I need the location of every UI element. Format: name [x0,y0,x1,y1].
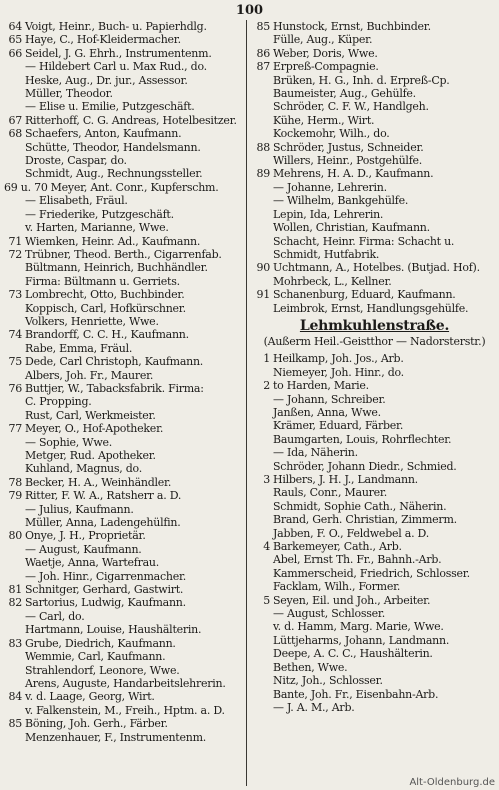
entry-text: to Harden, Marie. [273,379,369,393]
directory-entry [252,513,497,526]
directory-entry [252,114,497,127]
entry-text: Rabe, Emma, Fräul. [25,341,133,355]
house-number: 86 [256,46,270,60]
entry-text: Deepe, A. C. C., Haushälterin. [273,647,433,661]
entry-text: Kammerscheid, Friedrich, Schlosser. [273,566,470,580]
entry-text: Ritterhoff, C. G. Andreas, Hotelbesitzer. [25,113,237,127]
directory-entry [4,409,242,422]
house-number: 5 [263,593,270,607]
directory-entry [4,181,242,194]
entry-text: — Wilhelm, Bankgehülfe. [273,194,409,208]
entry-text: Metger, Rud. Apotheker. [25,449,156,462]
house-number: 68 [8,127,22,141]
entry-text: v. d. Hamm, Marg. Marie, Wwe. [273,620,444,634]
directory-entry [252,661,497,674]
entry-text: Böning, Joh. Gerh., Färber. [25,717,168,731]
entry-text: v. d. Laage, Georg, Wirt. [25,690,155,704]
house-number: 1 [263,352,270,366]
entry-text: Seidel, J. G. Ehrh., Instrumentenm. [25,46,212,60]
entry-text: Janßen, Anna, Wwe. [273,405,381,419]
entry-text: — Johann, Schreiber. [273,392,386,406]
directory-entry [4,503,242,516]
directory-entry [252,634,497,647]
directory-entry [4,355,242,368]
directory-entry [4,302,242,315]
house-number: 83 [8,636,22,650]
house-number: 65 [8,33,22,47]
entry-text: Rust, Carl, Werkmeister. [25,408,156,422]
entry-text: Sartorius, Ludwig, Kaufmann. [25,596,186,610]
entry-text: Seyen, Eil. und Joh., Arbeiter. [273,593,431,607]
entry-text: Trübner, Theod. Berth., Cigarrenfab. [25,247,222,261]
entry-text: Waetje, Anna, Wartefrau. [25,556,159,570]
house-number: 79 [8,489,22,503]
directory-entry [252,647,497,660]
entry-text: — August, Kaufmann. [25,542,142,556]
entry-text: Schröder, Justus, Schneider. [273,140,424,154]
directory-entry [4,127,242,140]
entry-text: Onye, J. H., Proprietär. [25,529,146,543]
entry-text: Lombrecht, Otto, Buchbinder. [25,288,185,302]
directory-entry [252,688,497,701]
directory-entry [252,302,497,315]
directory-entry [252,127,497,140]
house-number: 81 [8,583,22,597]
entry-text: — Elisabeth, Fräul. [25,194,128,208]
entry-text: Ritter, F. W. A., Ratsherr a. D. [25,489,182,503]
house-number: 2 [263,379,270,393]
entry-text: Rauls, Conr., Maurer. [273,486,387,500]
entry-text: Müller, Theodor. [25,87,113,101]
directory-entry [4,221,242,234]
directory-entry [4,261,242,274]
directory-entry [252,235,497,248]
entry-text: Wollen, Christian, Kaufmann. [273,221,430,235]
directory-entry [4,248,242,261]
house-number: 89 [256,167,270,181]
entry-text: — August, Schlosser. [273,607,385,621]
house-number: 84 [8,690,22,704]
directory-entry [252,567,497,580]
house-number: 71 [8,234,22,248]
entry-text: Kühe, Herm., Wirt. [273,113,375,127]
house-number: 67 [8,113,22,127]
street-heading: Lehmkuhlenstraße. [299,317,450,334]
directory-entry [4,33,242,46]
directory-entry [252,154,497,167]
directory-entry [4,154,242,167]
entry-text: Lüttjeharms, Johann, Landmann. [273,633,450,647]
entry-text: Brand, Gerh. Christian, Zimmerm. [273,513,457,527]
directory-entry [252,141,497,154]
entry-text: Schacht, Heinr. Firma: Schacht u. [273,234,455,248]
entry-text: Jabben, F. O., Feldwebel a. D. [273,526,429,540]
entry-text: Arens, Auguste, Handarbeitslehrerin. [25,676,226,690]
house-number: 88 [256,140,270,154]
directory-entry [4,315,242,328]
directory-entry [4,556,242,569]
directory-entry [252,393,497,406]
directory-entry [4,422,242,435]
directory-entry [252,167,497,180]
directory-entry [4,235,242,248]
directory-entry [4,731,242,744]
entry-text: Meyer, Ant. Conr., Kupferschm. [50,180,219,194]
entry-text: Heilkamp, Joh. Jos., Arb. [273,352,404,366]
directory-entry [4,275,242,288]
entry-text: Mohrbeck, L., Kellner. [273,274,392,288]
directory-entry [252,701,497,714]
directory-entry [252,553,497,566]
directory-entry [4,717,242,730]
entry-text: — Sophie, Wwe. [25,435,113,449]
directory-entry [4,637,242,650]
directory-entry [252,60,497,73]
right-column-entries [252,20,497,315]
directory-entry [252,527,497,540]
directory-entry [4,596,242,609]
directory-entry [4,288,242,301]
entry-text: — Julius, Kaufmann. [25,502,134,516]
entry-text: Bante, Joh. Fr., Eisenbahn-Arb. [273,687,439,701]
directory-entry [252,366,497,379]
entry-text: — Hildebert Carl u. Max Rud., do. [25,60,207,74]
directory-entry [4,382,242,395]
directory-entry [4,516,242,529]
entry-text: — J. A. M., Arb. [273,700,355,714]
directory-entry [252,674,497,687]
directory-entry [252,194,497,207]
directory-entry [252,221,497,234]
directory-entry [4,87,242,100]
directory-entry [252,580,497,593]
entry-text: Meyer, O., Hof-Apotheker. [25,422,164,436]
directory-entry [252,500,497,513]
house-number: 77 [8,422,22,436]
entry-text: — Johanne, Lehrerin. [273,180,387,194]
entry-text: — Elise u. Emilie, Putzgeschäft. [25,100,195,114]
entry-text: Strahlendorf, Leonore, Wwe. [25,663,180,677]
entry-text: Becker, H. A., Weinhändler. [25,475,172,489]
column-divider [246,20,247,786]
directory-entry [252,594,497,607]
entry-text: Uchtmann, A., Hotelbes. (Butjad. Hof). [273,261,480,275]
entry-text: Bethen, Wwe. [273,660,348,674]
house-number: 3 [263,473,270,486]
directory-entry [4,449,242,462]
house-number: 64 [8,20,22,33]
directory-entry [4,20,242,33]
house-number: 75 [8,355,22,369]
directory-entry [4,610,242,623]
directory-entry [4,583,242,596]
directory-entry [252,607,497,620]
entry-text: Baumgarten, Louis, Rohrflechter. [273,432,452,446]
directory-entry [4,395,242,408]
entry-text: — Carl, do. [25,609,85,623]
directory-entry [4,328,242,341]
directory-entry [4,100,242,113]
directory-entry [4,114,242,127]
entry-text: Brüken, H. G., Inh. d. Erpreß-Cp. [273,73,450,87]
directory-entry [4,60,242,73]
directory-entry [252,433,497,446]
entry-text: — Joh. Hinr., Cigarrenmacher. [25,569,187,583]
entry-text: Schanenburg, Eduard, Kaufmann. [273,288,456,302]
entry-text: Hunstock, Ernst, Buchbinder. [273,20,431,33]
entry-text: Schröder, Johann Diedr., Schmied. [273,459,457,473]
entry-text: Firma: Bültmann u. Gerriets. [25,274,180,288]
directory-entry [4,570,242,583]
directory-entry [4,476,242,489]
directory-entry [252,352,497,365]
entry-text: Schmidt, Sophie Cath., Näherin. [273,499,447,513]
street-subheading: (Außerm Heil.-Geistthor — Nadorsterstr.) [263,334,486,348]
entry-text: Brandorff, C. C. H., Kaufmann. [25,328,189,342]
entry-text: Schütte, Theodor, Handelsmann. [25,140,201,154]
directory-entry [252,33,497,46]
directory-entry [4,489,242,502]
page-number: 100 [235,3,264,18]
entry-text: Niemeyer, Joh. Hinr., do. [273,365,404,379]
entry-text: — Friederike, Putzgeschäft. [25,207,174,221]
directory-entry [252,261,497,274]
directory-entry [4,194,242,207]
entry-text: Mehrens, H. A. D., Kaufmann. [273,167,434,181]
directory-entry [252,208,497,221]
entry-text: Schnitger, Gerhard, Gastwirt. [25,583,184,597]
entry-text: Volkers, Henriette, Wwe. [25,314,159,328]
entry-text: v. Harten, Marianne, Wwe. [25,221,169,235]
entry-text: Hartmann, Louise, Haushälterin. [25,623,202,637]
entry-text: Kockemohr, Wilh., do. [273,127,390,141]
entry-text: Willers, Heinr., Postgehülfe. [273,154,423,168]
directory-entry [252,486,497,499]
house-number: 85 [256,20,270,33]
house-number: 73 [8,288,22,302]
street-entries [252,352,497,714]
directory-entry [252,379,497,392]
entry-text: Lepin, Ida, Lehrerin. [273,207,384,221]
directory-entry [252,20,497,33]
house-number: 76 [8,381,22,395]
directory-entry [4,369,242,382]
directory-entry [252,406,497,419]
directory-entry [252,181,497,194]
house-number: 72 [8,247,22,261]
directory-entry [252,100,497,113]
house-number: 82 [8,596,22,610]
directory-entry [252,275,497,288]
directory-entry [252,473,497,486]
entry-text: Wemmie, Carl, Kaufmann. [25,650,166,664]
directory-entry [252,620,497,633]
entry-text: Nitz, Joh., Schlosser. [273,674,383,688]
house-number: 87 [256,60,270,74]
house-number: 69 u. 70 [4,180,48,194]
entry-text: Barkemeyer, Cath., Arb. [273,540,402,554]
directory-entry [4,462,242,475]
entry-text: Weber, Doris, Wwe. [273,46,378,60]
entry-text: Schmidt, Aug., Rechnungssteller. [25,167,203,181]
entry-text: Leimbrok, Ernst, Handlungsgehülfe. [273,301,469,315]
directory-entry [4,623,242,636]
directory-entry [252,419,497,432]
entry-text: Facklam, Wilh., Former. [273,580,401,594]
entry-text: Voigt, Heinr., Buch- u. Papierhdlg. [25,20,207,33]
directory-entry [252,87,497,100]
entry-text: Schröder, C. F. W., Handlgeh. [273,100,429,114]
directory-entry [252,460,497,473]
entry-text: C. Propping. [25,395,92,409]
directory-entry [4,529,242,542]
entry-text: Heske, Aug., Dr. jur., Assessor. [25,73,188,87]
entry-text: Bültmann, Heinrich, Buchhändler. [25,261,208,275]
directory-entry [4,74,242,87]
entry-text: Grube, Diedrich, Kaufmann. [25,636,176,650]
entry-text: Haye, C., Hof-Kleidermacher. [25,33,181,47]
house-number: 80 [8,529,22,543]
directory-entry [252,446,497,459]
entry-text: Droste, Caspar, do. [25,154,127,168]
directory-entry [4,650,242,663]
directory-entry [4,141,242,154]
house-number: 90 [256,261,270,275]
house-number: 78 [8,475,22,489]
entry-text: Wiemken, Heinr. Ad., Kaufmann. [25,234,201,248]
directory-entry [4,208,242,221]
entry-text: Menzenhauer, F., Instrumentenm. [25,730,206,744]
house-number: 85 [8,717,22,731]
watermark: Alt-Oldenburg.de [409,777,495,788]
directory-entry [252,47,497,60]
left-column [4,20,242,744]
entry-text: Kuhland, Magnus, do. [25,462,142,476]
entry-text: Dede, Carl Christoph, Kaufmann. [25,355,204,369]
directory-entry [4,704,242,717]
entry-text: Abel, Ernst Th. Fr., Bahnh.-Arb. [273,553,442,567]
house-number: 4 [263,540,270,554]
entry-text: Schmidt, Hutfabrik. [273,247,380,261]
house-number: 91 [256,288,270,302]
entry-text: Hilbers, J. H. J., Landmann. [273,473,418,486]
entry-text: Erpreß-Compagnie. [273,60,379,74]
entry-text: Baumeister, Aug., Gehülfe. [273,87,416,101]
directory-entry [4,543,242,556]
entry-text: Müller, Anna, Ladengehülfin. [25,516,181,530]
entry-text: Schaefers, Anton, Kaufmann. [25,127,182,141]
directory-entry [252,288,497,301]
entry-text: v. Falkenstein, M., Freih., Hptm. a. D. [25,703,225,717]
right-column [252,20,497,714]
directory-entry [252,248,497,261]
directory-entry [252,74,497,87]
entry-text: Fülle, Aug., Küper. [273,33,373,47]
entry-text: Buttjer, W., Tabacksfabrik. Firma: [25,381,204,395]
directory-entry [4,436,242,449]
directory-entry [4,47,242,60]
directory-entry [4,690,242,703]
house-number: 74 [8,328,22,342]
directory-entry [4,664,242,677]
entry-text: — Ida, Näherin. [273,446,358,460]
directory-entry [4,167,242,180]
entry-text: Albers, Joh. Fr., Maurer. [25,368,154,382]
entry-text: Koppisch, Carl, Hofkürschner. [25,301,186,315]
directory-entry [4,677,242,690]
directory-entry [252,540,497,553]
entry-text: Krämer, Eduard, Färber. [273,419,404,433]
house-number: 66 [8,46,22,60]
directory-entry [4,342,242,355]
